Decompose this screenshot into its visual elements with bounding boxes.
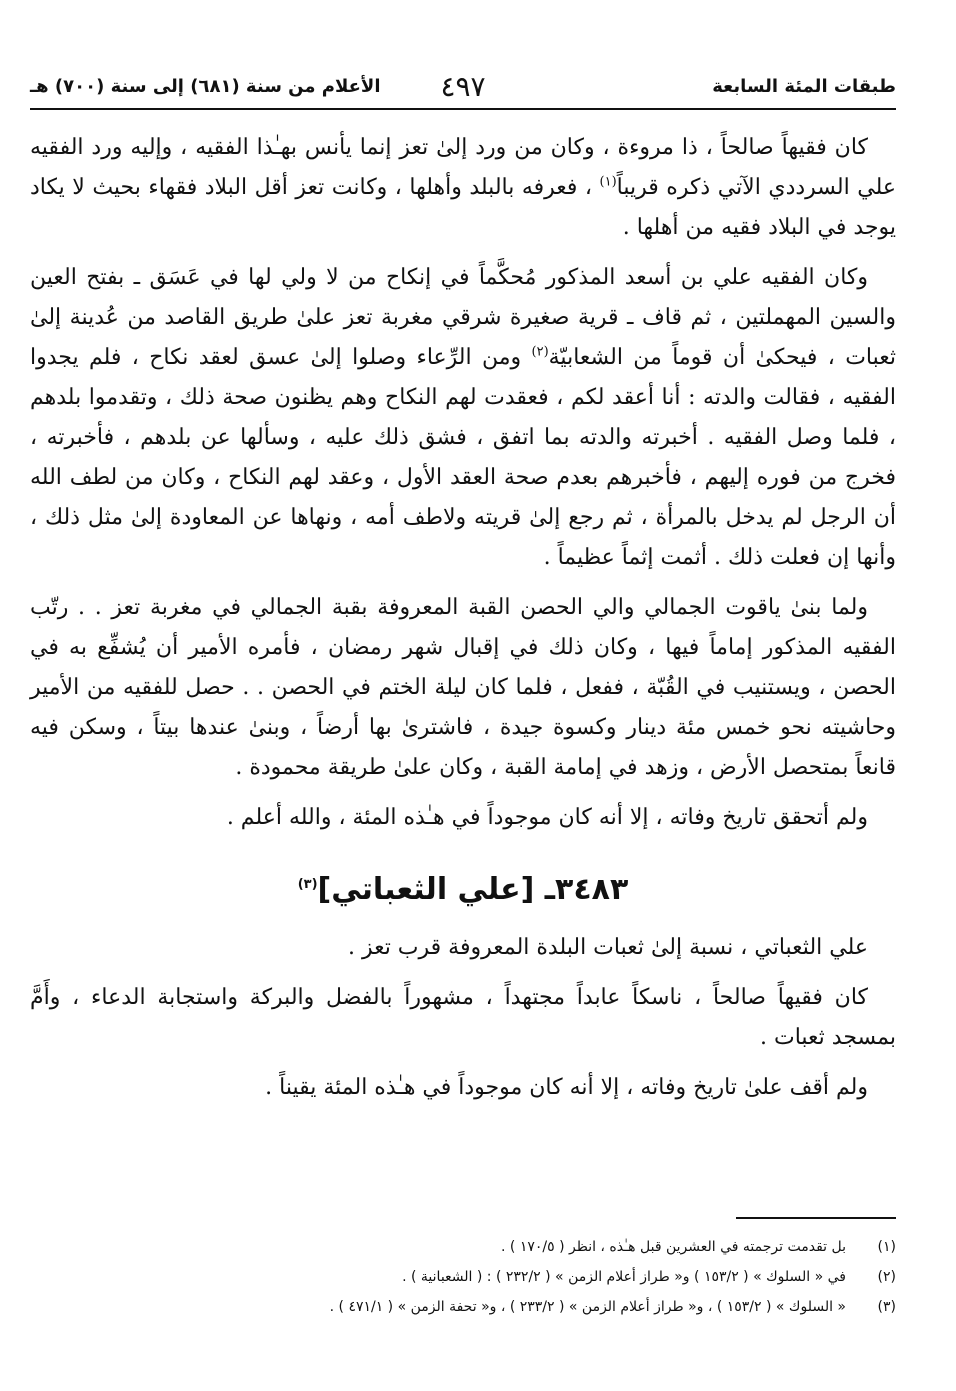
section-title: طبقات المئة السابعة: [712, 76, 896, 97]
paragraph-text: وكان الفقيه علي بن أسعد المذكور مُحكَّماً في إنكاح من لا ولي لها في عَسَق ـ بفتح العين والسين المهملتين ، ثم قاف ـ قرية صغيرة شرقي مغربة تعز علىٰ طريق القاصد من عُدينة إلىٰ ثعبات ، فيحكىٰ أن قوماً من الشعابيّة: [30, 265, 896, 370]
paragraph-3: [30, 588, 896, 788]
footnotes: [30, 1232, 896, 1322]
entry-heading: [30, 868, 896, 912]
footnote-2: [30, 1262, 896, 1292]
entry-title-text: ٣٤٨٣ـ [علي الثعباتي]: [317, 872, 629, 907]
paragraph-text: ، فعرفه بالبلد وأهلها ، وكانت تعز أقل البلاد فقهاء بحيث لا يكاد يوجد في البلاد فقيه من أهلها .: [30, 175, 896, 240]
footnote-number: (١): [877, 1239, 896, 1255]
paragraph-4: [30, 798, 896, 838]
footnote-number: (٣): [877, 1299, 896, 1315]
header-divider: [30, 108, 896, 110]
page-number: ٤٩٧: [440, 70, 486, 103]
entry-paragraph-2: كان فقيهاً صالحاً ، ناسكاً عابداً مجتهداً ، مشهوراً بالفضل والبركة واستجابة الدعاء ، وأَمَّ بمسجد ثعبات .: [30, 985, 896, 1050]
paragraph-text: ومن الرِّعاء وصلوا إلىٰ عسق لعقد نكاح ، فلم يجدوا الفقيه ، فقالت والدته : أنا أعقد لكم ، فعقدت لهم النكاح وهم يظنون صحة ذلك ، وتقدموا بلدهم ، فلما وصل الفقيه . أخبرته والدته بما اتفق ، فشق ذلك عليه ، وسألها عن بلدهم ، فأخبرته ، فخرج من فوره إليهم ، فأخبرهم بعدم صحة العقد الأول ، وعقد لهم النكاح ، وكان من لطف الله أن الرجل لم يدخل بالمرأة ، ثم رجع إلىٰ قريته ولاطف أمه ، ونهاها عن المعاودة إلىٰ مثل ذلك ، وأنها إن فعلت ذلك . أثمت إثماً عظيماً .: [30, 345, 896, 570]
footnote-number: (٢): [877, 1269, 896, 1285]
footnote-divider: [736, 1217, 896, 1219]
range-title: الأعلام من سنة (٦٨١) إلى سنة (٧٠٠) هـ: [30, 76, 381, 97]
footnote-ref-1[interactable]: (١): [599, 174, 617, 190]
paragraph-2: [30, 258, 896, 578]
footnote-text: في « السلوك » ( ١٥٣/٢ ) و« طراز أعلام الزمن » ( ٢٣٢/٢ ) : ( الشعبانية ) .: [402, 1269, 846, 1285]
page-body: [30, 128, 896, 1118]
footnote-text: « السلوك » ( ١٥٣/٢ ) ، و« طراز أعلام الزمن » ( ٢٣٣/٢ ) ، و« تحفة الزمن » ( ٤٧١/١ ) .: [329, 1299, 846, 1315]
paragraph-text: ولم أتحقق تاريخ وفاته ، إلا أنه كان موجوداً في هـٰذه المئة ، والله أعلم .: [226, 805, 868, 830]
footnote-3: [30, 1292, 896, 1322]
footnote-1: [30, 1232, 896, 1262]
page-header: [30, 68, 896, 104]
footnote-ref-3[interactable]: (٣): [297, 877, 318, 892]
paragraph-text: ولما بنىٰ ياقوت الجمالي والي الحصن القبة المعروفة بقبة الجمالي في مغربة تعز . . رتّب الفقيه المذكور إماماً فيها ، وكان ذلك في إقبال شهر رمضان ، فأمره الأمير أن يُشفِّع به في الحصن ، ويستنيب في القُبّة ، ففعل ، فلما كان ليلة الختم في الحصن . . حصل للفقيه من الأمير وحاشيته نحو خمس مئة دينار وكسوة جيدة ، فاشترىٰ بها أرضاً ، وبنىٰ عندها بيتاً ، وسكن فيه قانعاً بمتحصل الأرض ، وزهد في إمامة القبة ، وكان علىٰ طريقة محمودة .: [30, 595, 896, 780]
paragraph-1: [30, 128, 896, 248]
entry-paragraph-3: ولم أقف علىٰ تاريخ وفاته ، إلا أنه كان موجوداً في هـٰذه المئة يقيناً .: [265, 1075, 868, 1100]
paragraph-text: كان فقيهاً صالحاً ، ذا مروءة ، وكان من ورد إلىٰ تعز إنما يأنس بهـٰذا الفقيه ، وإليه ورد الفقيه علي السرددي الآتي ذكره قريباً: [30, 135, 896, 200]
entry-paragraph-1: علي الثعباتي ، نسبة إلىٰ ثعبات البلدة المعروفة قرب تعز .: [347, 935, 868, 960]
footnote-ref-2[interactable]: (٢): [531, 344, 549, 360]
footnote-text: بل تقدمت ترجمته في العشرين قبل هـٰذه ، انظر ( ١٧٠/٥ ) .: [501, 1239, 846, 1255]
